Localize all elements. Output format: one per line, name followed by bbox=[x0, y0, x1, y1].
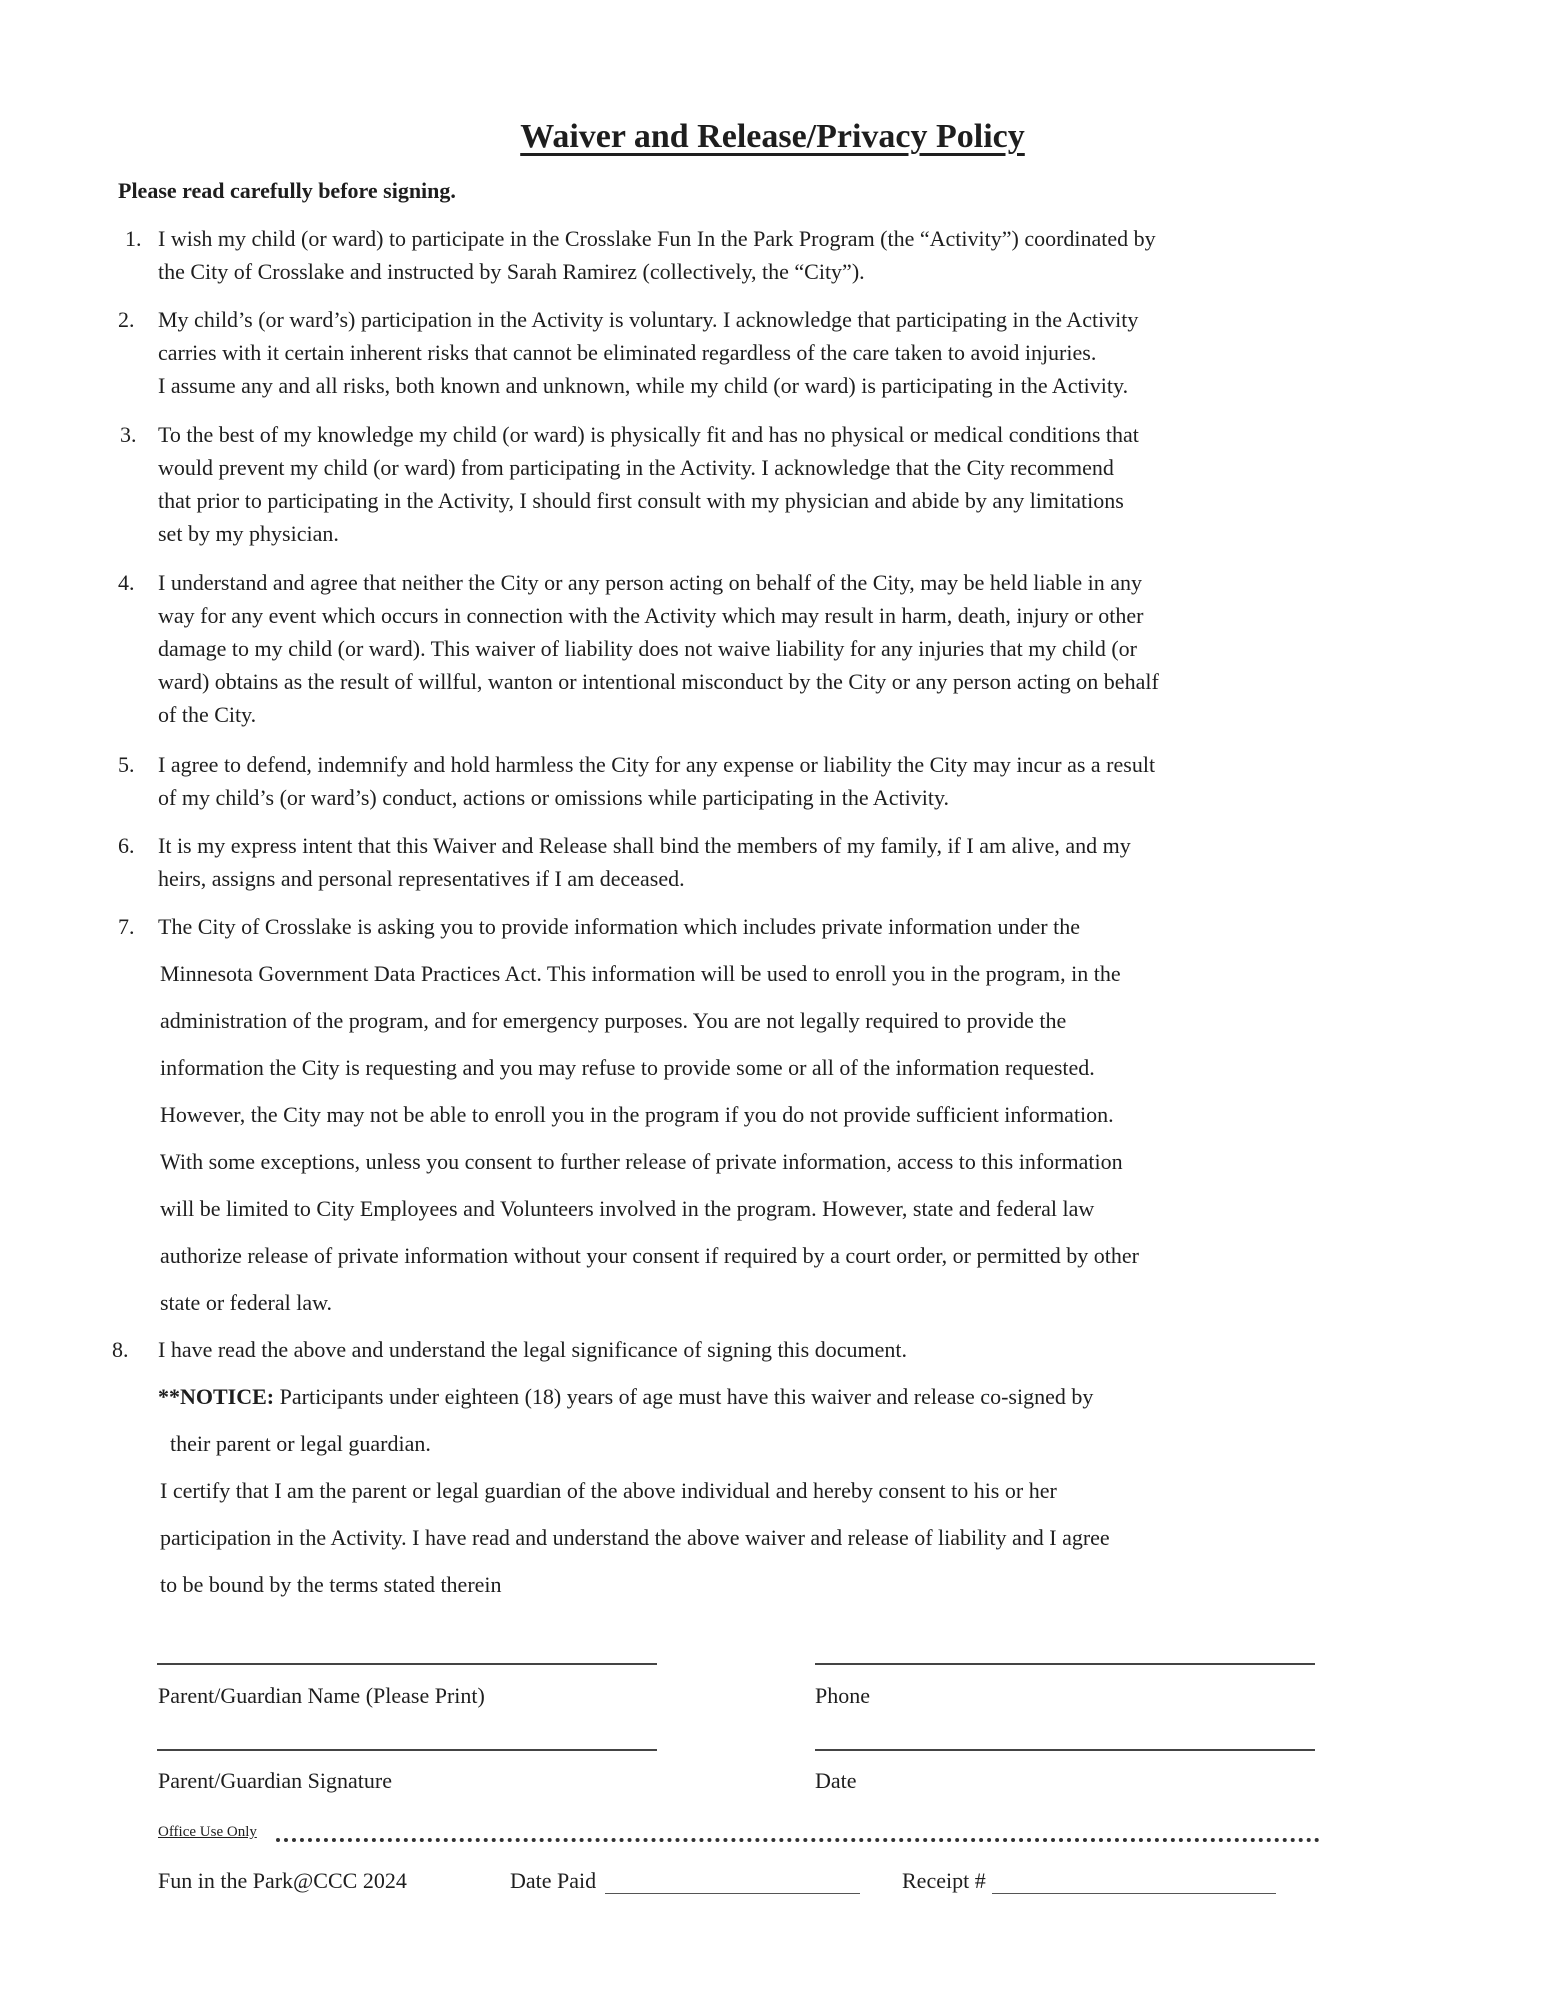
document-title: Waiver and Release/Privacy Policy bbox=[520, 118, 1025, 155]
clause-number: 1. bbox=[125, 226, 142, 251]
dotted-separator bbox=[276, 1838, 1320, 1842]
receipt-number-field[interactable] bbox=[992, 1893, 1276, 1894]
phone-label: Phone bbox=[815, 1683, 870, 1708]
notice-text: Participants under eighteen (18) years of age must have this waiver and release co-signed by bbox=[274, 1384, 1094, 1409]
date-paid-label: Date Paid bbox=[510, 1868, 597, 1893]
clause-line: set by my physician. bbox=[158, 521, 339, 546]
date-field[interactable] bbox=[815, 1749, 1315, 1751]
date-label: Date bbox=[815, 1768, 857, 1793]
clause-number: 6. bbox=[118, 833, 135, 858]
guardian-signature-field[interactable] bbox=[157, 1749, 657, 1751]
clause-line: The City of Crosslake is asking you to provide information which includes private information under the bbox=[158, 914, 1080, 939]
clause-line: the City of Crosslake and instructed by Sarah Ramirez (collectively, the “City”). bbox=[158, 259, 865, 284]
guardian-name-label: Parent/Guardian Name (Please Print) bbox=[158, 1683, 485, 1708]
clause-number: 4. bbox=[118, 570, 135, 595]
clause-line: information the City is requesting and you may refuse to provide some or all of the information requested. bbox=[160, 1055, 1095, 1080]
certify-line: participation in the Activity. I have read and understand the above waiver and release of liability and I agree bbox=[160, 1525, 1110, 1550]
clause-line: would prevent my child (or ward) from participating in the Activity. I acknowledge that the City recommend bbox=[158, 455, 1114, 480]
intro-instruction: Please read carefully before signing. bbox=[118, 178, 456, 203]
clause-line: of my child’s (or ward’s) conduct, actions or omissions while participating in the Activity. bbox=[158, 785, 950, 810]
clause-line: It is my express intent that this Waiver and Release shall bind the members of my family, if I am alive, and my bbox=[158, 833, 1131, 858]
clause-line: With some exceptions, unless you consent to further release of private information, access to this information bbox=[160, 1149, 1123, 1174]
clause-line: However, the City may not be able to enroll you in the program if you do not provide sufficient information. bbox=[160, 1102, 1114, 1127]
clause-line: way for any event which occurs in connection with the Activity which may result in harm, death, injury or other bbox=[158, 603, 1144, 628]
date-paid-field[interactable] bbox=[605, 1893, 860, 1894]
clause-line: Minnesota Government Data Practices Act. This information will be used to enroll you in the program, in the bbox=[160, 961, 1121, 986]
certify-line: I certify that I am the parent or legal guardian of the above individual and hereby consent to his or her bbox=[160, 1478, 1057, 1503]
clause-line: ward) obtains as the result of willful, wanton or intentional misconduct by the City or any person acting on behalf bbox=[158, 669, 1159, 694]
program-name: Fun in the Park@CCC 2024 bbox=[158, 1868, 407, 1893]
clause-line: I have read the above and understand the legal significance of signing this document. bbox=[158, 1337, 907, 1362]
notice-line bbox=[158, 1384, 1093, 1410]
clause-line: damage to my child (or ward). This waiver of liability does not waive liability for any injuries that my child (or bbox=[158, 636, 1137, 661]
notice-line: their parent or legal guardian. bbox=[170, 1431, 431, 1456]
notice-label: **NOTICE: bbox=[158, 1384, 275, 1409]
clause-number: 8. bbox=[112, 1337, 129, 1362]
clause-number: 3. bbox=[120, 422, 137, 447]
guardian-name-field[interactable] bbox=[157, 1663, 657, 1665]
clause-number: 5. bbox=[118, 752, 135, 777]
clause-line: authorize release of private information without your consent if required by a court order, or permitted by other bbox=[160, 1243, 1139, 1268]
phone-field[interactable] bbox=[815, 1663, 1315, 1665]
clause-line: I understand and agree that neither the City or any person acting on behalf of the City, may be held liable in any bbox=[158, 570, 1142, 595]
clause-line: I assume any and all risks, both known and unknown, while my child (or ward) is participating in the Activity. bbox=[158, 373, 1129, 398]
clause-number: 7. bbox=[118, 914, 135, 939]
certify-line: to be bound by the terms stated therein bbox=[160, 1572, 502, 1597]
clause-line: To the best of my knowledge my child (or ward) is physically fit and has no physical or medical conditions that bbox=[158, 422, 1139, 447]
clause-line: administration of the program, and for emergency purposes. You are not legally required to provide the bbox=[160, 1008, 1067, 1033]
clause-line: My child’s (or ward’s) participation in the Activity is voluntary. I acknowledge that participating in the Activity bbox=[158, 307, 1139, 332]
clause-line: of the City. bbox=[158, 702, 257, 727]
clause-line: I wish my child (or ward) to participate in the Crosslake Fun In the Park Program (the “Activity”) coordinated by bbox=[158, 226, 1156, 251]
office-use-label: Office Use Only bbox=[158, 1824, 257, 1840]
guardian-signature-label: Parent/Guardian Signature bbox=[158, 1768, 392, 1793]
clause-line: heirs, assigns and personal representatives if I am deceased. bbox=[158, 866, 685, 891]
clause-line: will be limited to City Employees and Volunteers involved in the program. However, state and federal law bbox=[160, 1196, 1095, 1221]
clause-line: I agree to defend, indemnify and hold harmless the City for any expense or liability the City may incur as a result bbox=[158, 752, 1156, 777]
clause-line: state or federal law. bbox=[160, 1290, 333, 1315]
clause-line: that prior to participating in the Activity, I should first consult with my physician and abide by any limitations bbox=[158, 488, 1124, 513]
receipt-number-label: Receipt # bbox=[902, 1868, 986, 1893]
clause-line: carries with it certain inherent risks that cannot be eliminated regardless of the care taken to avoid injuries. bbox=[158, 340, 1097, 365]
clause-number: 2. bbox=[118, 307, 135, 332]
